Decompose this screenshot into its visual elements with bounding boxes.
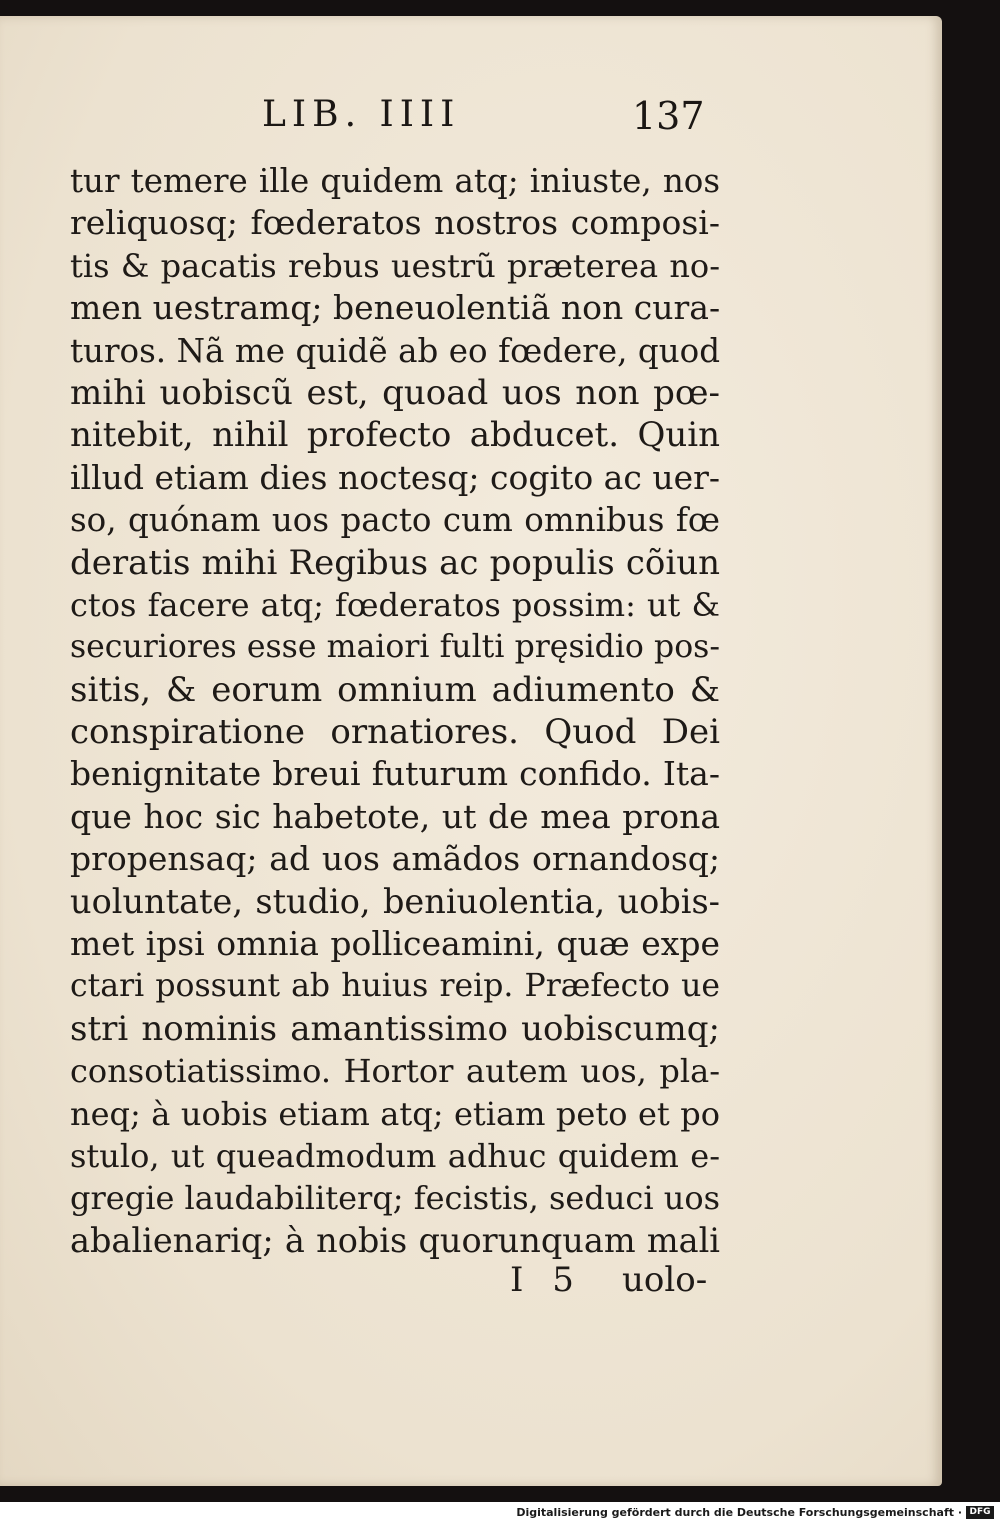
text-line: neq; à uobis etiam atq; etiam peto et po [70, 1094, 720, 1133]
text-line: deratis mihi Regibus ac populis cõiun [70, 542, 720, 583]
text-line: so, quónam uos pacto cum omnibus fœ [70, 501, 720, 540]
text-line: sitis, & eorum omnium adiumento & [70, 669, 720, 710]
page-number: 137 [632, 94, 705, 138]
text-line: ctos facere atq; fœderatos possim: ut & [70, 585, 720, 624]
text-line: consotiatissimo. Hortor autem uos, pla- [70, 1052, 720, 1091]
text-line: met ipsi omnia polliceamini, quæ expe [70, 924, 720, 964]
text-line: securiores esse maiori fulti pręsidio pos- [70, 629, 720, 666]
text-line: mihi uobiscũ est, quoad uos non pœ- [70, 372, 720, 413]
book-page [0, 16, 942, 1486]
catchword: uolo- [622, 1260, 708, 1300]
text-line: que hoc sic habetote, ut de mea prona [70, 796, 720, 836]
text-line: propensaq; ad uos amãdos ornandosq; [70, 839, 720, 879]
text-block [70, 160, 720, 1262]
text-line: nitebit, nihil profecto abducet. Quin [70, 415, 720, 456]
text-line: conspiratione ornatiores. Quod Dei [70, 712, 720, 753]
text-line: gregie laudabiliterq; fecistis, seduci uos [70, 1179, 721, 1218]
funding-credit: Digitalisierung gefördert durch die Deutsche Forschungsgemeinschaft · [516, 1506, 962, 1519]
text-line: tis & pacatis rebus uestrũ præterea no- [70, 246, 720, 285]
dfg-logo-icon: DFG [966, 1506, 994, 1519]
text-line: reliquosq; fœderatos nostros composi- [70, 203, 720, 243]
text-line: turos. Nã me quidẽ ab eo fœdere, quod [70, 331, 720, 370]
text-line: stri nominis amantissimo uobiscumq; [70, 1008, 720, 1049]
running-head: LIB. IIII [262, 94, 461, 135]
text-line: stulo, ut queadmodum adhuc quidem e- [70, 1136, 720, 1175]
text-line: uoluntate, studio, beniuolentia, uobis- [70, 881, 720, 921]
text-line: tur temere ille quidem atq; iniuste, nos [70, 162, 720, 200]
text-line: abalienariq; à nobis quorunquam mali [70, 1220, 720, 1260]
footer-bar [0, 1502, 1000, 1524]
text-line: benignitate breui futurum confido. Ita- [70, 754, 720, 794]
text-line: illud etiam dies noctesq; cogito ac uer- [70, 457, 721, 497]
signature-mark: I 5 [510, 1260, 574, 1300]
text-line: ctari possunt ab huius reip. Præfecto ue [70, 968, 720, 1005]
text-line: men uestramq; beneuolentiã non cura- [70, 288, 721, 328]
